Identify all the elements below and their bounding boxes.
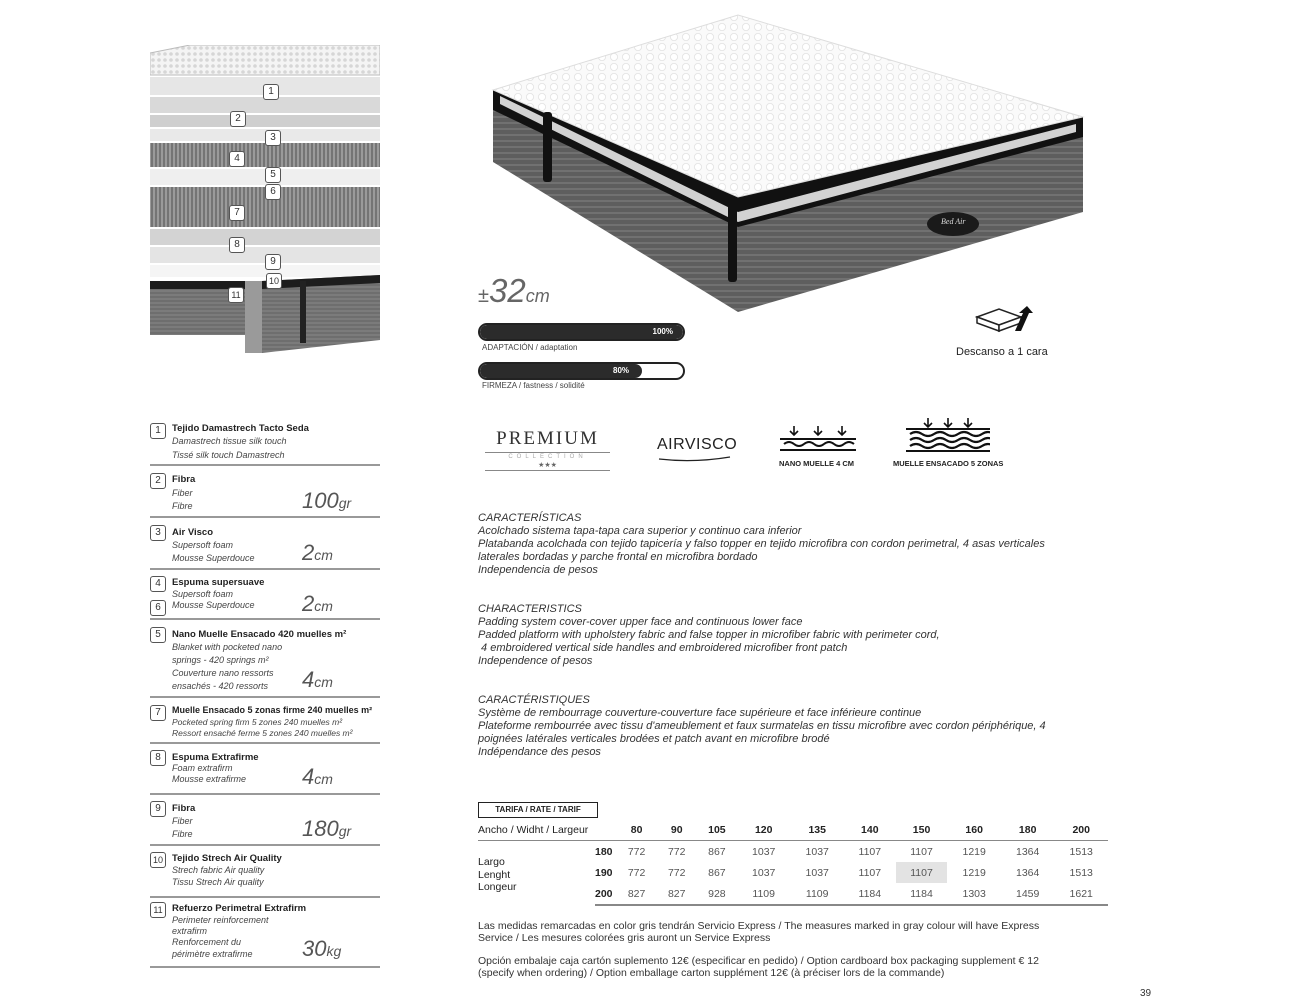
- price-cell: 1303: [947, 883, 1001, 905]
- description-line: Padded platform with upholstery fabric and false topper in microfiber fabric with perimeter cord,: [478, 629, 940, 641]
- layer-subtitle: Strech fabric Air quality: [172, 865, 265, 875]
- layer-subtitle: Fibre: [172, 501, 193, 511]
- layer-value-number: 4: [302, 667, 315, 692]
- layer-value-unit: gr: [338, 495, 352, 511]
- price-cell: 1459: [1001, 883, 1055, 905]
- layer-subtitle: Damastrech tissue silk touch: [172, 436, 287, 446]
- price-cell: 827: [657, 883, 697, 905]
- layer-marker-6: 6: [265, 184, 281, 200]
- description-fr: [478, 694, 1118, 759]
- layer-number: 8: [150, 750, 166, 766]
- note-line: Opción embalaje caja cartón suplemento 12€ (especificar en pedido) / Option cardboard box packaging supplement € 12: [478, 955, 1039, 967]
- layer-subtitle: Perimeter reinforcement: [172, 915, 269, 925]
- layer-subtitle: Blanket with pocketed nano: [172, 642, 283, 652]
- layer-value-number: 30: [302, 936, 327, 961]
- layer-subtitle: Fiber: [172, 488, 193, 498]
- description-heading: CHARACTERISTICS: [478, 603, 582, 615]
- layer-number: 6: [150, 600, 166, 616]
- width-header: 150: [896, 820, 948, 841]
- note-line: (specify when ordering) / Option emballage carton supplément 12€ (à préciser lors de la commande): [478, 966, 945, 979]
- price-cell-express: 1107: [896, 862, 948, 883]
- price-cell: 1219: [962, 866, 986, 879]
- layer-item-8: [150, 748, 380, 795]
- price-cell: 1037: [805, 866, 829, 879]
- layer-subtitle: extrafirm: [172, 926, 208, 936]
- layer-title: Espuma supersuave: [172, 577, 265, 588]
- layer-subtitle: Mousse Superdouce: [172, 600, 255, 610]
- rate-table-title: TARIFA / RATE / TARIF: [478, 802, 598, 818]
- layer-subtitle: Mousse Superdouce: [172, 553, 255, 563]
- layer-value: [302, 936, 341, 962]
- width-label: Ancho / Widht / Largeur: [478, 820, 595, 841]
- layer-value-number: 2: [302, 540, 315, 565]
- layer-item-9: [150, 799, 380, 846]
- layer-marker-9: 9: [265, 254, 281, 270]
- layer-subtitle: Renforcement du: [172, 937, 242, 947]
- description-line: poignées latérales verticales brodées et patch avant en microfibre brodé: [478, 733, 830, 745]
- description-line: Acolchado sistema tapa-tapa cara superior y continuo cara inferior: [478, 525, 802, 537]
- layer-value: [302, 764, 333, 790]
- price-cell: 1037: [752, 866, 776, 879]
- width-header: 200: [1054, 820, 1108, 841]
- price-cell: 772: [627, 866, 646, 879]
- width-header: 105: [697, 820, 737, 841]
- layer-title: Fibra: [172, 803, 196, 814]
- layer-value-unit: kg: [326, 943, 342, 959]
- price-cell: 772: [627, 845, 646, 858]
- layer-value-number: 100: [302, 488, 339, 513]
- layer-marker-8: 8: [229, 237, 245, 253]
- price-cell: 1037: [752, 845, 776, 858]
- layer-value-number: 2: [302, 591, 315, 616]
- pocket-spring-icon-graphic: [906, 418, 990, 454]
- price-cell: 1109: [737, 883, 791, 905]
- height-value: 32: [488, 272, 526, 309]
- price-cell: 1364: [1015, 845, 1040, 858]
- price-cell: 1513: [1069, 866, 1093, 879]
- length-label: [478, 841, 595, 906]
- adaptation-value: 100%: [652, 327, 673, 336]
- price-cell: 772: [667, 845, 686, 858]
- layer-item-4-6: [150, 574, 380, 620]
- description-heading: CARACTERÍSTICAS: [478, 512, 582, 524]
- description-line: laterales bordadas y parche frontal en microfibra bordado: [478, 551, 758, 563]
- page-number: 39: [1140, 988, 1152, 999]
- layer-value-number: 4: [302, 764, 315, 789]
- layer-subtitle: Fibre: [172, 829, 193, 839]
- layer-subtitle: Foam extrafirm: [172, 763, 233, 773]
- layer-item-10: [150, 850, 380, 898]
- layer-value: [302, 540, 333, 566]
- length-label-en: Lenght: [478, 868, 511, 881]
- firmness-bar: [478, 362, 685, 380]
- price-cell: 1184: [844, 883, 896, 905]
- layer-subtitle: Pocketed spring firm 5 zones 240 muelles m²: [172, 717, 343, 727]
- layer-subtitle: Mousse extrafirme: [172, 774, 247, 784]
- layer-marker-5: 5: [265, 167, 281, 183]
- note-line: Las medidas remarcadas en color gris tendrán Servicio Express / The measures marked in gray colour will have Express: [478, 920, 1040, 932]
- price-cell: 1364: [1015, 866, 1040, 879]
- pocket-spring-icon: [906, 418, 990, 459]
- price-cell: 1184: [896, 883, 948, 905]
- layer-value: [302, 816, 351, 842]
- description-line: Platabanda acolchada con tejido tapicería y falso topper en tejido microfibra con cordon perimetral, 4 asas verticales: [478, 538, 1045, 550]
- layer-number: 3: [150, 525, 166, 541]
- layer-marker-11: 11: [228, 287, 244, 303]
- table-row: [478, 841, 1108, 863]
- pocket-spring-label: MUELLE ENSACADO 5 ZONAS: [893, 459, 1004, 468]
- description-line: Independence of pesos: [478, 655, 593, 667]
- layer-value-number: 180: [302, 816, 339, 841]
- nano-spring-icon: [780, 426, 856, 461]
- height-indicator: [478, 272, 550, 310]
- layer-value-unit: cm: [314, 674, 333, 690]
- price-cell: 1037: [805, 845, 829, 858]
- layer-number: 5: [150, 627, 166, 643]
- length-value: 200: [595, 883, 617, 905]
- width-header: 160: [947, 820, 1001, 841]
- description-line: Système de rembourrage couverture-couverture face supérieure et face inférieure continue: [478, 707, 922, 719]
- price-cell: 928: [697, 883, 737, 905]
- layer-title: Nano Muelle Ensacado 420 muelles m²: [172, 629, 347, 640]
- price-cell: 867: [708, 866, 726, 879]
- layer-subtitle: Fiber: [172, 816, 193, 826]
- description-line: Independencia de pesos: [478, 564, 598, 576]
- layer-marker-7: 7: [229, 205, 245, 221]
- layer-value-unit: cm: [314, 771, 333, 787]
- layer-title: Tejido Strech Air Quality: [172, 853, 282, 864]
- layer-title: Refuerzo Perimetral Extrafirm: [172, 903, 307, 914]
- layer-marker-4: 4: [229, 151, 245, 167]
- firmness-label: FIRMEZA / fastness / solidité: [482, 381, 585, 390]
- layer-item-5: [150, 624, 380, 698]
- layer-value-unit: cm: [314, 547, 333, 563]
- description-heading: CARACTÉRISTIQUES: [478, 694, 590, 706]
- layer-title: Fibra: [172, 474, 196, 485]
- price-cell: 827: [617, 883, 657, 905]
- airvisco-swoosh: [657, 456, 732, 462]
- price-cell: 772: [667, 866, 686, 879]
- mattress-image: [488, 12, 1088, 317]
- length-label-es: Largo: [478, 856, 505, 869]
- price-cell: 867: [708, 845, 726, 858]
- layer-marker-3: 3: [265, 130, 281, 146]
- price-cell: 1513: [1069, 845, 1093, 858]
- width-header: 140: [844, 820, 896, 841]
- width-header: 135: [790, 820, 844, 841]
- length-value: 190: [595, 866, 613, 879]
- price-cell: 1107: [910, 845, 933, 858]
- layer-item-7: [150, 702, 380, 744]
- layer-value: [302, 488, 351, 514]
- layer-marker-10: 10: [266, 273, 282, 289]
- price-cell: 1107: [858, 866, 882, 879]
- adaptation-label: ADAPTACIÓN / adaptation: [482, 343, 578, 352]
- layer-subtitle: springs - 420 springs m²: [172, 655, 269, 665]
- description-line: Plateforme rembourrée avec tissu d'ameublement et faux surmatelas en tissu microfibre avec cordon périphérique, 4: [478, 720, 1046, 732]
- nano-spring-label: NANO MUELLE 4 CM: [779, 459, 854, 468]
- collection-text: COLLECTION: [485, 452, 610, 462]
- airvisco-logo: AIRVISCO: [657, 436, 738, 453]
- layer-number: 11: [150, 902, 166, 918]
- layer-subtitle: Ressort ensaché ferme 5 zones 240 muelles m²: [172, 728, 353, 738]
- layer-value: [302, 667, 333, 693]
- layer-title: Espuma Extrafirme: [172, 752, 259, 763]
- layer-subtitle: Supersoft foam: [172, 540, 234, 550]
- firmness-value: 80%: [613, 366, 630, 375]
- layer-number: 2: [150, 473, 166, 489]
- width-header: 90: [657, 820, 697, 841]
- mattress-logo: Bed Air: [941, 217, 966, 226]
- width-header: 80: [617, 820, 657, 841]
- layer-number: 1: [150, 423, 166, 439]
- layer-number: 4: [150, 576, 166, 592]
- layer-subtitle: Tissu Strech Air quality: [172, 877, 264, 887]
- layer-item-2: [150, 470, 380, 518]
- rate-table: [478, 820, 1108, 906]
- description-en: [478, 603, 1118, 668]
- layer-subtitle: Tissé silk touch Damastrech: [172, 450, 285, 460]
- adaptation-bar: [478, 323, 685, 341]
- layer-title: Muelle Ensacado 5 zonas firme 240 muelles m²: [172, 705, 373, 715]
- layer-number: 7: [150, 705, 166, 721]
- price-cell: 1621: [1054, 883, 1108, 905]
- price-cell: 1107: [858, 845, 882, 858]
- premium-logo: [485, 428, 610, 471]
- description-line: 4 embroidered vertical side handles and embroidered microfiber front patch: [478, 642, 848, 654]
- layer-subtitle: ensachés - 420 ressorts: [172, 681, 269, 691]
- layer-title: Air Visco: [172, 527, 214, 538]
- length-value: 180: [595, 845, 613, 858]
- description-line: Padding system cover-cover upper face and continuous lower face: [478, 616, 803, 628]
- layer-value: [302, 591, 333, 617]
- one-side-icon: [975, 305, 1037, 340]
- layer-number: 9: [150, 801, 166, 817]
- note-line: Service / Les mesures colorées gris auront un Service Express: [478, 931, 771, 944]
- layer-subtitle: Supersoft foam: [172, 589, 234, 599]
- layer-subtitle: Couverture nano ressorts: [172, 668, 274, 678]
- layer-item-1: [150, 420, 380, 466]
- description-line: Indépendance des pesos: [478, 746, 601, 758]
- layer-subtitle: périmètre extrafirme: [172, 949, 253, 959]
- flip-icon: [975, 305, 1037, 335]
- price-cell: 1219: [962, 845, 986, 858]
- layer-value-unit: gr: [338, 823, 352, 839]
- layer-item-3: [150, 522, 380, 570]
- layer-marker-1: 1: [263, 84, 279, 100]
- mattress-illustration: [488, 12, 1088, 317]
- layer-value-unit: cm: [314, 598, 333, 614]
- description-es: [478, 512, 1118, 577]
- length-label-fr: Longeur: [478, 881, 517, 894]
- one-side-label: Descanso a 1 cara: [956, 346, 1048, 358]
- premium-text: PREMIUM: [496, 428, 599, 449]
- premium-stars: ★★★: [485, 462, 610, 471]
- rate-table-header: [478, 820, 1108, 841]
- nano-spring-icon-graphic: [780, 426, 856, 456]
- packaging-note: [478, 956, 1108, 979]
- layer-marker-2: 2: [230, 111, 246, 127]
- express-note: [478, 921, 1108, 944]
- layer-item-11: [150, 902, 380, 968]
- price-cell: 1109: [790, 883, 844, 905]
- height-unit: cm: [525, 286, 550, 306]
- width-header: 120: [737, 820, 791, 841]
- mattress-layers-diagram: [150, 45, 380, 357]
- height-prefix: ±: [478, 285, 489, 307]
- width-header: 180: [1001, 820, 1055, 841]
- layer-title: Tejido Damastrech Tacto Seda: [172, 423, 309, 434]
- layer-number: 10: [150, 852, 166, 868]
